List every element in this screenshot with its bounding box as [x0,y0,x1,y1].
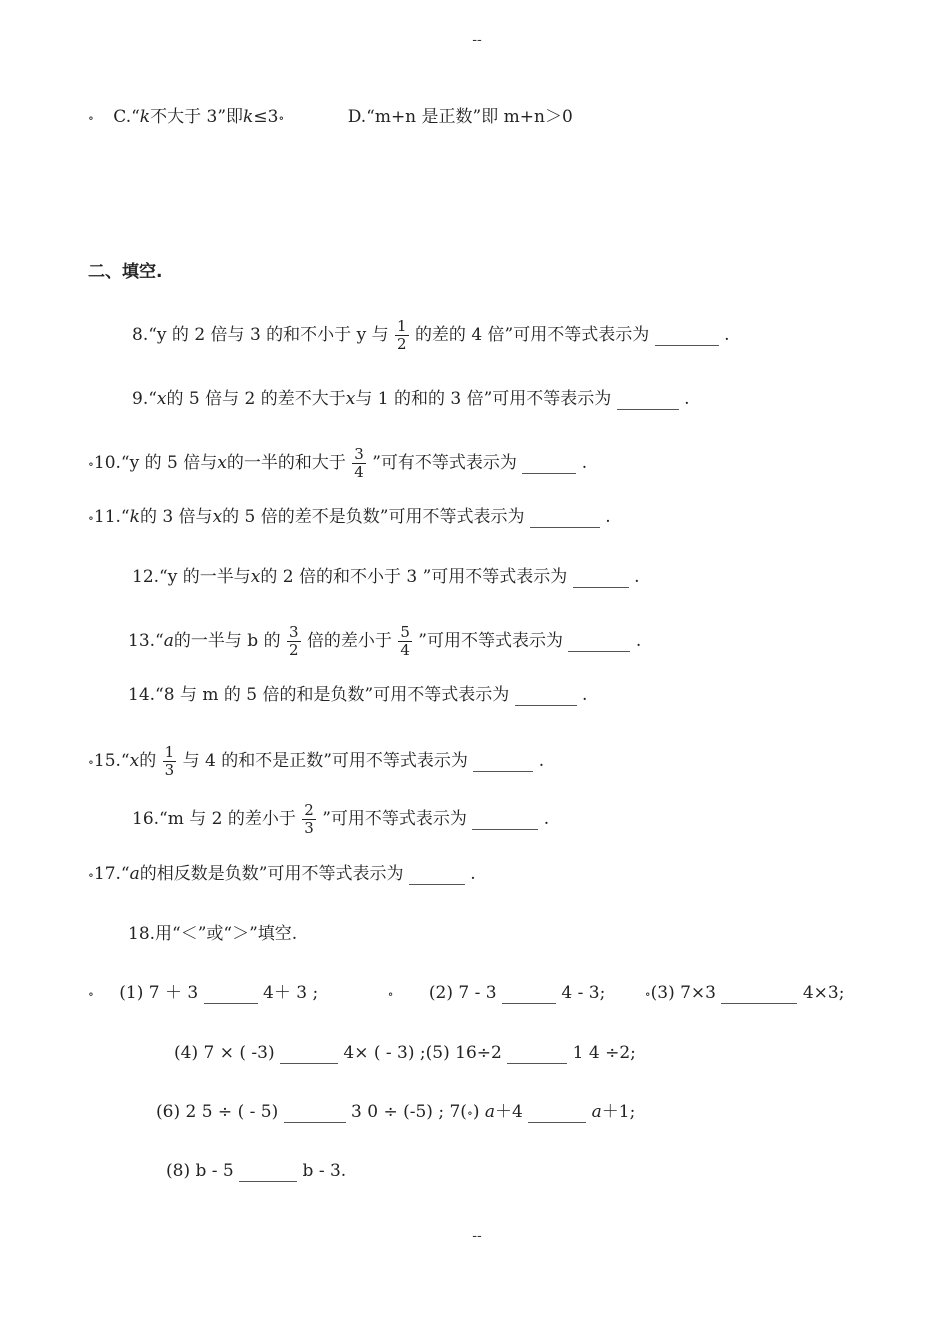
q13-text-c: 倍的差小于 [306,631,392,651]
q8-text-a: 8.“y 的 2 倍与 3 的和不小于 y 与 [132,325,389,345]
q16-den: 3 [304,819,314,837]
q9-text-a: 9.“ [132,389,157,409]
q13-text-d: ”可用不等式表示为 [418,631,563,651]
bullet-mark: ∘ [88,755,94,769]
q18-p6-a: (6) 2 5 ÷ ( - 5) [156,1102,279,1122]
q13-answer-blank[interactable] [568,641,630,652]
q18-p7-answer-blank[interactable] [528,1112,586,1123]
q15-end: . [538,751,545,771]
q13-end: . [635,631,642,651]
q13-text-b: 的一半与 b 的 [173,631,281,651]
question-18-row-4 [166,1160,346,1182]
q11-text-c: 的 5 倍的差不是负数”可用不等式表示为 [222,507,525,527]
bullet-mark: ∘ [466,1106,473,1120]
q18-p8-b: b - 3. [302,1161,347,1181]
q9-var1: x [156,389,167,409]
q12-text-b: 的 2 倍的和不小于 3 ”可用不等式表示为 [260,567,568,587]
q8-text-b: 的差的 4 倍”可用不等式表示为 [414,325,650,345]
q8-end: . [724,325,730,345]
q9-text-b: 的 5 倍与 2 的差不大于 [166,389,346,409]
q17-answer-blank[interactable] [409,874,465,885]
q9-end: . [684,389,690,409]
q16-num: 2 [304,801,314,819]
bullet-mark: ∘ [387,987,394,1001]
option-c-var2: k [243,107,254,127]
q15-num: 1 [164,743,175,761]
q12-answer-blank[interactable] [573,577,629,588]
bullet-mark: ∘ [88,868,94,882]
q18-p4-b: 4× ( - 3) ; [343,1043,426,1063]
q11-text-a: 11.“ [93,507,130,527]
question-9 [132,388,690,410]
q16-fraction [302,802,316,837]
q10-text-c: ”可有不等式表示为 [372,453,517,473]
bullet-mark: ∘ [88,457,94,471]
q9-text-c: 与 1 的和的 3 倍”可用不等表示为 [355,389,612,409]
q18-p1-answer-blank[interactable] [204,993,258,1004]
q18-p2-b: 4 - 3; [561,983,606,1003]
q13-text-a: 13.“ [128,631,164,651]
question-16 [132,802,549,837]
q8-fraction [395,318,409,353]
q18-p2-answer-blank[interactable] [502,993,556,1004]
q16-end: . [543,809,550,829]
q18-p3-answer-blank[interactable] [721,993,797,1004]
q16-text-b: ”可用不等式表示为 [322,809,467,829]
q14-text-a: 14.“8 与 m 的 5 倍的和是负数”可用不等式表示为 [128,685,510,705]
question-10 [88,446,587,481]
q8-num: 1 [396,317,407,335]
q18-p2-a: (2) 7 - 3 [428,983,497,1003]
q17-text-b: 的相反数是负数”可用不等式表示为 [139,864,404,884]
q10-num: 3 [354,445,364,463]
q13-num2: 5 [400,623,410,641]
q15-text-b: 的 [139,751,157,771]
q8-answer-blank[interactable] [655,335,719,346]
q17-end: . [470,864,476,884]
q18-p7-var2: a [591,1102,602,1122]
q12-end: . [634,567,640,587]
q10-text-a: 10.“y 的 5 倍与 [93,453,218,473]
question-11 [88,506,611,529]
q17-text-a: 17.“ [93,864,130,884]
q17-var: a [129,864,140,884]
q9-var2: x [345,389,356,409]
q13-den2: 4 [400,641,410,659]
q15-var: x [129,751,140,771]
q8-den: 2 [396,335,407,353]
q11-var2: x [212,507,223,527]
q18-p5-b: 1 4 ÷2; [572,1043,636,1063]
q18-p5-answer-blank[interactable] [507,1053,567,1064]
page-header-mark: -- [472,32,482,48]
question-18-title: 18.用“＜”或“＞”填空. [128,924,298,944]
question-17 [88,863,476,886]
option-c-var: k [139,107,151,127]
option-c-d-line [88,106,573,129]
q10-answer-blank[interactable] [522,463,576,474]
q15-den: 3 [164,761,175,779]
q18-p6-answer-blank[interactable] [284,1112,346,1123]
question-8 [132,318,729,353]
q14-end: . [582,685,588,705]
bullet-mark: ∘ [88,111,94,125]
q15-text-c: 与 4 的和不是正数”可用不等式表示为 [182,751,468,771]
q18-p4-a: (4) 7 × ( -3) [174,1043,275,1063]
q10-fraction [352,446,366,481]
q18-p3-a: (3) 7×3 [650,983,716,1003]
q11-answer-blank[interactable] [530,517,600,528]
bullet-mark: ∘ [88,987,94,1001]
question-12 [132,566,639,588]
q18-p1-a: (1) 7 ＋ 3 [119,983,199,1003]
q11-var1: k [129,507,140,527]
q18-p5-a: (5) 16÷2 [425,1043,502,1063]
question-13 [128,624,641,659]
q15-answer-blank[interactable] [473,761,533,772]
q18-p7-var1: a [484,1102,496,1122]
q16-text-a: 16.“m 与 2 的差小于 [132,809,296,829]
question-18-row-2 [174,1042,636,1064]
q15-fraction [163,744,177,779]
q18-p1-b: 4＋ 3 ; [263,983,319,1003]
q11-text-b: 的 3 倍与 [139,507,213,527]
q18-p7-end: ＋1; [601,1102,636,1122]
q16-answer-blank[interactable] [472,819,538,830]
bullet-mark: ∘ [278,111,285,125]
bullet-mark: ∘ [88,511,94,525]
option-c-mid: 不大于 3”即 [150,107,244,127]
q13-num1: 3 [288,623,299,641]
q11-end: . [605,507,611,527]
q12-text-a: 12.“y 的一半与 [132,567,251,587]
q18-p8-answer-blank[interactable] [239,1171,297,1182]
question-18-row-3: (6) 2 5 ÷ ( - 5) 3 0 ÷ (-5) ; 7(∘) a＋4 a＋1; [156,1102,636,1122]
q15-text-a: 15.“ [93,751,130,771]
q10-var: x [217,453,227,473]
option-c-prefix: C.“ [113,107,140,127]
option-c-end: ≤3 [253,107,279,127]
q9-answer-blank[interactable] [617,399,679,410]
question-18-row-1 [88,982,844,1005]
q13-fraction-2 [398,624,412,659]
section-title: 二、填空. [88,262,163,282]
question-14 [128,684,587,706]
q18-p4-answer-blank[interactable] [280,1053,338,1064]
q18-p8-a: (8) b - 5 [166,1161,234,1181]
q13-den1: 2 [288,641,299,659]
q18-p7-mid: ＋4 [495,1102,523,1122]
question-15 [88,744,544,779]
page-footer-mark: -- [472,1228,482,1244]
q10-end: . [581,453,588,473]
q10-den: 4 [354,463,364,481]
q12-var: x [250,567,261,587]
option-d-text: D.“m+n 是正数”即 m+n＞0 [347,107,573,127]
q10-text-b: 的一半的和大于 [226,453,346,473]
bullet-mark: ∘ [644,987,651,1001]
q18-p6-b: 3 0 ÷ (-5) ; 7( [351,1102,467,1122]
q13-fraction-1 [287,624,301,659]
q14-answer-blank[interactable] [515,695,577,706]
q13-var: a [163,631,174,651]
q18-p3-b: 4×3; [802,983,845,1003]
